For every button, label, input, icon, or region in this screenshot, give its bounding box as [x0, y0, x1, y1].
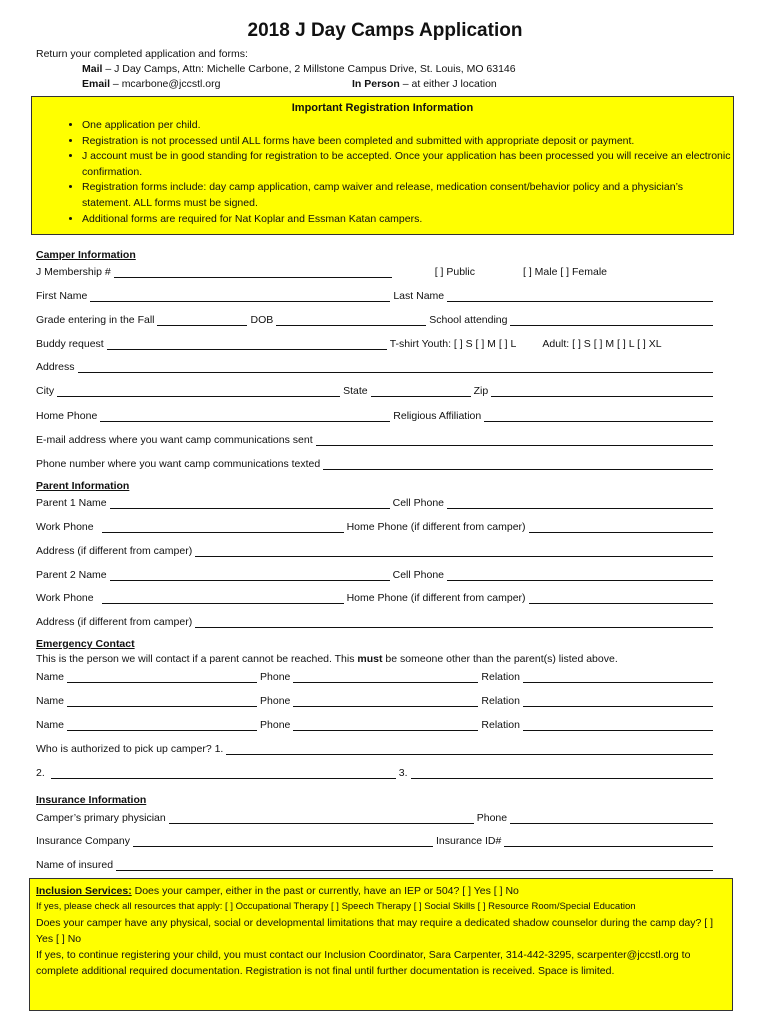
return-intro: Return your completed application and forms: [36, 48, 248, 60]
insurance-heading: Insurance Information [36, 794, 147, 806]
parent2-name-field[interactable] [110, 570, 390, 581]
parent2-row: Parent 2 Name Cell Phone [36, 565, 716, 581]
religious-field[interactable] [484, 411, 713, 422]
parent1-work-field[interactable] [102, 522, 344, 533]
emergency-row: Name Phone Relation [36, 667, 716, 683]
return-instructions [36, 47, 582, 92]
emergency-note: This is the person we will contact if a parent cannot be reached. This must be someone other than the parent(s) listed above. [36, 653, 618, 665]
emergency-phone-field[interactable] [293, 672, 478, 683]
tshirt-youth-checkbox[interactable]: T-shirt Youth: [ ] S [ ] M [ ] L [389, 338, 517, 350]
city-row: City State Zip [36, 381, 716, 397]
emergency-phone-field[interactable] [293, 696, 478, 707]
dob-field[interactable] [276, 315, 426, 326]
important-info-box [31, 96, 734, 235]
name-row: First Name Last Name [36, 286, 716, 302]
physician-phone-field[interactable] [510, 813, 713, 824]
email-row: E-mail address where you want camp communications sent [36, 430, 716, 446]
emergency-relation-field[interactable] [523, 672, 713, 683]
mail-line: Mail – J Day Camps, Attn: Michelle Carbone, 2 Millstone Campus Drive, St. Louis, MO 63146 [82, 63, 516, 75]
parent2-address-field[interactable] [195, 617, 713, 628]
parent-heading: Parent Information [36, 480, 130, 492]
in-person-line: In Person – at either J location [352, 78, 497, 90]
pickup-3-field[interactable] [411, 768, 713, 779]
important-item: • One application per child. [82, 118, 733, 134]
camper-heading: Camper Information [36, 249, 136, 261]
state-field[interactable] [371, 386, 471, 397]
emergency-name-field[interactable] [67, 696, 257, 707]
parent1-cell-field[interactable] [447, 498, 713, 509]
physician-row: Camper’s primary physician Phone [36, 808, 716, 824]
insurance-id-field[interactable] [504, 836, 713, 847]
insured-field[interactable] [116, 860, 713, 871]
inclusion-question-1: Inclusion Services: Does your camper, either in the past or currently, have an IEP or 504? [ ] Yes [ ] No [36, 885, 519, 897]
parent1-home-field[interactable] [529, 522, 713, 533]
email-line: Email – mcarbone@jccstl.org In Person – at either J location [82, 78, 497, 90]
important-item: • J account must be in good standing for registration to be accepted. Once your application has been processed you will receive an electronic confirmation. [82, 149, 733, 180]
address-field[interactable] [78, 362, 713, 373]
parent2-work-row: Work Phone Home Phone (if different from camper) [36, 588, 716, 604]
email-field[interactable] [316, 435, 713, 446]
tshirt-adult-checkbox[interactable]: Adult: [ ] S [ ] M [ ] L [ ] XL [542, 338, 662, 350]
gender-checkbox[interactable]: [ ] Male [ ] Female [522, 266, 608, 278]
pickup-2-field[interactable] [51, 768, 396, 779]
emergency-row: Name Phone Relation [36, 715, 716, 731]
parent2-work-field[interactable] [102, 593, 344, 604]
important-list [32, 118, 733, 227]
text-phone-field[interactable] [323, 459, 713, 470]
emergency-row: Name Phone Relation [36, 691, 716, 707]
home-phone-row: Home Phone Religious Affiliation [36, 406, 716, 422]
insurance-company-field[interactable] [133, 836, 433, 847]
important-item: • Additional forms are required for Nat Koplar and Essman Katan campers. [82, 212, 733, 228]
address-row: Address [36, 357, 716, 373]
insurance-company-row: Insurance Company Insurance ID# [36, 831, 716, 847]
parent2-home-field[interactable] [529, 593, 713, 604]
city-field[interactable] [57, 386, 340, 397]
grade-row: Grade entering in the Fall DOB School attending [36, 310, 716, 326]
form-title: 2018 J Day Camps Application [247, 20, 523, 41]
emergency-heading: Emergency Contact [36, 638, 135, 650]
pickup-row: Who is authorized to pick up camper? 1. [36, 739, 716, 755]
inclusion-contact: If yes, to continue registering your child, you must contact our Inclusion Coordinator, Sara Carpenter, 314-442-3295, scarpenter@jccstl.org to complete additional required documentation. Registration is not final until further documentation is received. Space is limited. [36, 949, 691, 977]
parent1-row: Parent 1 Name Cell Phone [36, 493, 716, 509]
emergency-name-field[interactable] [67, 720, 257, 731]
first-name-field[interactable] [90, 291, 390, 302]
important-heading: Important Registration Information [291, 102, 474, 114]
pickup-1-field[interactable] [226, 744, 713, 755]
important-item: • Registration is not processed until ALL forms have been completed and submitted with appropriate deposit or payment. [82, 134, 733, 150]
public-checkbox[interactable]: [ ] Public [434, 266, 475, 278]
insured-row: Name of insured [36, 855, 716, 871]
pickup-row-2: 2. 3. [36, 763, 716, 779]
grade-field[interactable] [157, 315, 247, 326]
text-phone-row: Phone number where you want camp communications texted [36, 454, 716, 470]
physician-field[interactable] [169, 813, 474, 824]
membership-row: J Membership # [ ] Public [ ] Male [ ] Female [36, 266, 608, 278]
school-field[interactable] [510, 315, 713, 326]
emergency-phone-field[interactable] [293, 720, 478, 731]
important-item: • Registration forms include: day camp application, camp waiver and release, medication consent/behavior policy and a physician’s statement. ALL forms must be signed. [82, 180, 733, 211]
zip-field[interactable] [491, 386, 713, 397]
emergency-relation-field[interactable] [523, 696, 713, 707]
parent1-address-row: Address (if different from camper) [36, 541, 716, 557]
parent2-cell-field[interactable] [447, 570, 713, 581]
emergency-name-field[interactable] [67, 672, 257, 683]
buddy-row: Buddy request T-shirt Youth: [ ] S [ ] M [ ] L Adult: [ ] S [ ] M [ ] L [ ] XL [36, 338, 662, 350]
last-name-field[interactable] [447, 291, 713, 302]
parent1-work-row: Work Phone Home Phone (if different from camper) [36, 517, 716, 533]
parent1-name-field[interactable] [110, 498, 390, 509]
home-phone-field[interactable] [100, 411, 390, 422]
buddy-field[interactable] [107, 339, 387, 350]
inclusion-resources[interactable]: If yes, please check all resources that apply: [ ] Occupational Therapy [ ] Speech Therapy [ ] Social Skills [ ] Resource Room/Special Education [36, 901, 636, 912]
emergency-relation-field[interactable] [523, 720, 713, 731]
membership-field[interactable] [114, 267, 392, 278]
parent1-address-field[interactable] [195, 546, 713, 557]
inclusion-question-2: Does your camper have any physical, social or developmental limitations that may require a dedicated shadow counselor during the camp day? [ ] Yes [ ] No [36, 917, 714, 945]
parent2-address-row: Address (if different from camper) [36, 612, 716, 628]
inclusion-box [29, 878, 733, 1011]
